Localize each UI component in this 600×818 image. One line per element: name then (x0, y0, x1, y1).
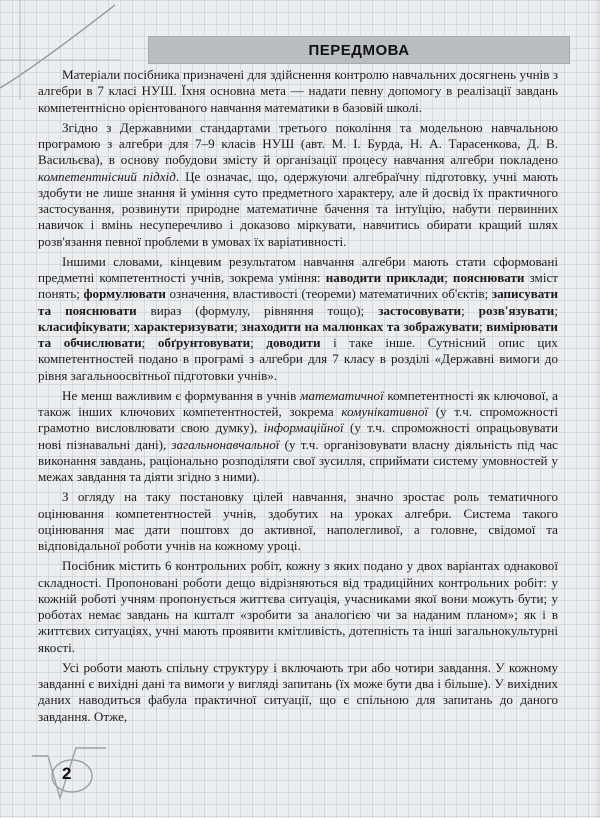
text-run: ; (234, 318, 242, 334)
text-run: ; (461, 302, 479, 318)
text-run: Не менш важливим є формування в учнів (62, 387, 301, 403)
text-run: Посібник містить 6 контрольних робіт, кожну з яких подано у двох варіантах однакової складності. Пропоновані роботи дещо відрізняються від традиційних контрольних робіт: у кожній роботі учням пропонується життєва ситуація, учасниками якої вони можуть бути; у роботах немає завдань на кшталт «зробити за аналогією чи за наданим планом»; як і в життєвих ситуаціях, учні мають проявити кмітливість, дотепність та інші загальнокультурні якості. (38, 558, 558, 655)
text-run: Згідно з Державними стандартами третього покоління та модельною навчальною програмою з алгебри для 7–9 класів НУШ (авт. М. І. Бурда, Н. А. Тарасенкова, Д. В. Васильєва), в основу побудови змісту й організації процесу навчання алгебри покладено (38, 119, 558, 168)
paragraph (38, 67, 558, 116)
italic-term: математичної (300, 387, 384, 403)
paragraph (38, 558, 558, 656)
italic-term: інформаційної (263, 420, 344, 436)
paragraph (38, 388, 558, 486)
text-run: і таке інше. Сутнісний опис цих компетентностей подано в програмі з алгебри для 7 класу в розділі «Державні вимоги до рівня загальноосвітньої підготовки учнів». (38, 335, 558, 383)
body-text (38, 67, 558, 725)
text-run: ; (554, 302, 558, 318)
paragraph (38, 489, 558, 554)
bold-term: наводити приклади (325, 270, 445, 285)
text-run: ; (479, 318, 487, 334)
page-edge-shadow (594, 0, 600, 818)
bold-term: вимірювати та обчислювати (38, 318, 558, 350)
italic-term: загальнонавчальної (171, 436, 280, 452)
bold-term: класифікувати (38, 318, 127, 334)
text-run: З огляду на таку постановку цілей навчання, значно зростає роль тематичного оцінювання компетентностей учнів, здобутих на уроках алгебри. Система такого оцінювання має дати поштовх до активної, наполегливої, а головне, свідомої та відповідальної роботи учнів на кожному уроці. (38, 489, 558, 553)
page-title: ПЕРЕДМОВА (308, 41, 410, 59)
paragraph (38, 660, 558, 725)
italic-term: комунікативної (341, 404, 429, 419)
text-run: ; (141, 335, 158, 350)
text-run: (у т.ч. спроможності грамотно висловлювати свою думку), (38, 404, 558, 436)
text-run: ; (126, 318, 134, 334)
bold-term: розв'язувати (478, 302, 555, 318)
text-run: зміст понять; (38, 270, 558, 302)
bold-term: записувати та пояснювати (38, 286, 558, 318)
bold-term: доводити (266, 335, 321, 350)
italic-term: компетентнісний підхід (38, 168, 176, 184)
text-run: вираз (формулу, рівняння тощо); (136, 302, 379, 318)
text-run: означення, властивості (теореми) математичних об'єктів; (165, 286, 492, 302)
title-bar (148, 36, 570, 64)
text-run: . Це означає, що, одержуючи алгебраїчну підготовку, учні мають здобути не лише знання й уміння суто предметного характеру, але й досвід їх практичного застосування, розвинути природне математичне бачення та інтуїцію, набути первинних навичок і вмінь несуперечливо і доказово міркувати, навчитись обирати кращий шлях розв'язання певної проблеми в умовах їх варіативності. (38, 168, 559, 249)
text-run: Іншими словами, кінцевим результатом навчання алгебри мають стати сформовані предметні компетентності учнів, зокрема уміння: (38, 253, 558, 285)
bold-term: характеризувати (133, 318, 235, 334)
paragraph (38, 254, 558, 384)
text-run: (у т.ч. організовувати власну діяльність під час виконання завдань, раціонально розподіляти свої зусилля, сприймати систему умовностей у межах завдання та діяти згідно з ними). (38, 436, 558, 484)
text-run: компетентності як ключової, а також інших ключових компетентностей, зокрема (38, 387, 558, 419)
text-run: Матеріали посібника призначені для здійснення контролю навчальних досягнень учнів з алгебри в 7 класі НУШ. Їхня основна мета — надати певну допомогу в реалізації завдань компетентнісно орієнтованого навчання математики в базовій школі. (38, 67, 558, 115)
bold-term: знаходити на малюнках та зображувати (241, 318, 479, 334)
bold-term: обґрунтовувати (157, 335, 251, 350)
page-number: 2 (62, 764, 72, 783)
text-run: ; (250, 335, 267, 350)
bold-term: пояснювати (452, 270, 525, 285)
bold-term: формулювати (83, 286, 166, 302)
text-run: (у т.ч. спроможності опрацьовувати нові пізнавальні дані), (38, 420, 558, 452)
bold-term: застосовувати (378, 302, 462, 318)
text-run: ; (444, 270, 453, 285)
paragraph (38, 120, 558, 250)
text-run: Усі роботи мають спільну структуру і включають три або чотири завдання. У кожному завданні є вихідні дані та вимоги у вигляді запитань (їх може бути два і більше). У вихідних даних наводиться фабула практичної ситуації, що є спільною для запитань до даного завдання. Отже, (38, 659, 558, 724)
